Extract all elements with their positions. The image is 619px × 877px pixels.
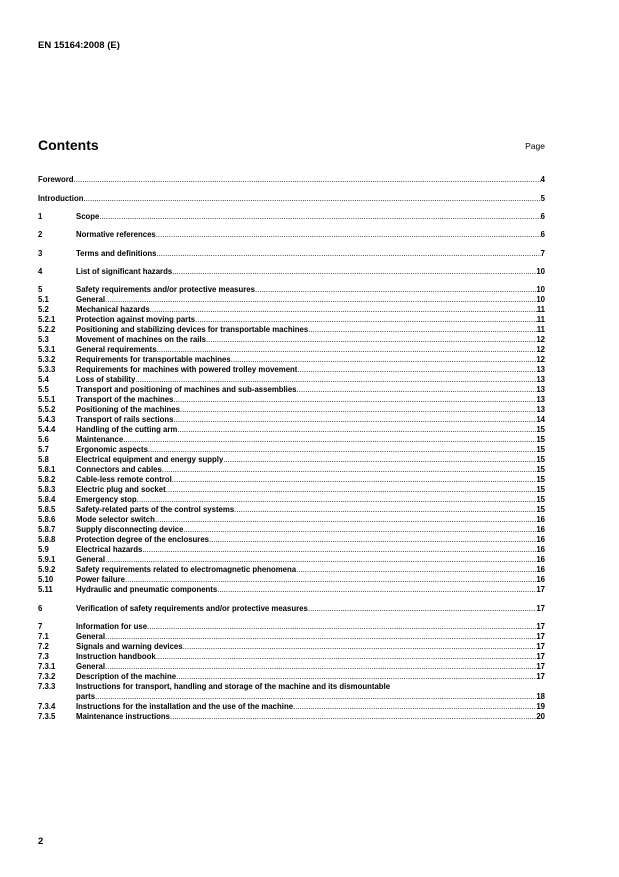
toc-entry[interactable]	[38, 345, 545, 355]
toc-entry[interactable]	[38, 652, 545, 662]
toc-entry-number: 5.8	[38, 455, 49, 464]
toc-entry-number: 5.8.3	[38, 485, 56, 494]
toc-entry-number: 5.5.2	[38, 405, 56, 414]
toc-entry[interactable]	[38, 495, 545, 505]
toc-entry-label: Foreword	[38, 175, 74, 184]
toc-entry[interactable]	[38, 702, 545, 712]
toc-entry-number: 5.7	[38, 445, 49, 454]
dot-leader	[156, 652, 537, 662]
dot-leader	[105, 632, 536, 642]
toc-entry[interactable]	[38, 682, 545, 692]
toc-entry-page: 14	[536, 415, 545, 424]
toc-entry-number: 5.2.2	[38, 325, 56, 334]
toc-entry[interactable]	[38, 325, 545, 335]
toc-entry-page: 4	[540, 175, 545, 184]
dot-leader	[297, 385, 537, 395]
contents-title: Contents	[38, 137, 99, 153]
toc-entry[interactable]	[38, 575, 545, 585]
toc-entry-label: Positioning of the machines	[76, 405, 180, 414]
toc-entry-label: General	[76, 295, 106, 304]
toc-entry[interactable]	[38, 505, 545, 515]
toc-entry-page: 7	[540, 249, 545, 258]
toc-entry-label: Power failure	[76, 575, 125, 584]
toc-entry[interactable]	[38, 375, 545, 385]
toc-entry-number: 5.8.6	[38, 515, 56, 524]
toc-entry[interactable]	[38, 425, 545, 435]
toc-entry-number: 5.9	[38, 545, 49, 554]
toc-entry-label: Connectors and cables	[76, 465, 162, 474]
dot-leader	[142, 545, 536, 555]
dot-leader	[183, 525, 536, 535]
toc-entry-page: 11	[536, 325, 545, 334]
toc-entry-number: 5.10	[38, 575, 54, 584]
toc-entry-label: List of significant hazards	[76, 267, 173, 276]
dot-leader	[150, 305, 537, 315]
toc-entry[interactable]	[38, 672, 545, 682]
toc-entry-label: Handling of the cutting arm	[76, 425, 178, 434]
toc-entry-label: Cable-less remote control	[76, 475, 172, 484]
toc-entry-label: General	[76, 555, 106, 564]
toc-entry-number: 5.8.4	[38, 495, 56, 504]
dot-leader	[209, 535, 536, 545]
toc-entry-label: Electrical hazards	[76, 545, 143, 554]
toc-entry[interactable]	[38, 525, 545, 535]
toc-entry-number: 5.3.1	[38, 345, 56, 354]
dot-leader	[234, 505, 536, 515]
toc-entry-label: Transport and positioning of machines and sub-assemblies	[76, 385, 297, 394]
toc-entry-page: 12	[536, 355, 545, 364]
toc-entry-label: Signals and warning devices	[76, 642, 183, 651]
dot-leader	[180, 405, 536, 415]
toc-entry-label: Safety requirements and/or protective measures	[76, 285, 255, 294]
toc-entry-page: 13	[536, 365, 545, 374]
toc-entry[interactable]	[38, 712, 545, 722]
dot-leader	[195, 315, 537, 325]
toc-entry-label: Description of the machine	[76, 672, 177, 681]
toc-entry-page: 11	[536, 315, 545, 324]
dot-leader	[155, 515, 536, 525]
toc-entry-page: 19	[536, 702, 545, 711]
toc-entry-page: 16	[536, 555, 545, 564]
dot-leader	[148, 445, 536, 455]
toc-entry-number: 6	[38, 604, 43, 613]
toc-entry-page: 15	[536, 495, 545, 504]
dot-leader	[173, 395, 536, 405]
toc-entry-label: Mechanical hazards	[76, 305, 150, 314]
toc-entry-page: 20	[536, 712, 545, 721]
toc-entry-label: Loss of stability	[76, 375, 136, 384]
toc-entry-page: 17	[536, 604, 545, 613]
toc-entry[interactable]	[38, 632, 545, 642]
toc-entry-page: 16	[536, 545, 545, 554]
toc-entry-number: 5.4.3	[38, 415, 56, 424]
dot-leader	[296, 565, 536, 575]
toc-entry-label: Supply disconnecting device	[76, 525, 184, 534]
toc-entry-page: 18	[536, 692, 545, 701]
dot-leader	[174, 415, 537, 425]
toc-entry-page: 5	[540, 194, 545, 203]
toc-entry-number: 5.8.2	[38, 475, 56, 484]
toc-entry-number: 5.3.3	[38, 365, 56, 374]
toc-entry[interactable]	[38, 335, 545, 345]
toc-entry-page: 6	[540, 212, 545, 221]
toc-entry-number: 5.11	[38, 585, 53, 594]
toc-entry[interactable]	[38, 305, 545, 315]
dot-leader	[206, 335, 536, 345]
dot-leader	[255, 285, 536, 295]
toc-entry-number: 5.1	[38, 295, 49, 304]
toc-entry-number: 3	[38, 249, 43, 258]
toc-entry[interactable]	[38, 295, 545, 305]
toc-entry-page: 11	[536, 305, 545, 314]
dot-leader	[172, 475, 537, 485]
toc-entry-label: Transport of the machines	[76, 395, 174, 404]
toc-entry-number: 4	[38, 267, 43, 276]
toc-entry-label: Protection degree of the enclosures	[76, 535, 210, 544]
dot-leader	[172, 267, 536, 277]
toc-entry[interactable]	[38, 475, 545, 485]
toc-entry-number: 5.3	[38, 335, 49, 344]
toc-entry[interactable]	[38, 485, 545, 495]
toc-entry-label: Maintenance	[76, 435, 124, 444]
dot-leader	[95, 692, 536, 702]
toc-entry[interactable]	[38, 355, 545, 365]
toc-entry[interactable]	[38, 435, 545, 445]
toc-entry-page: 10	[536, 295, 545, 304]
toc-entry-label: Requirements for machines with powered trolley movement	[76, 365, 298, 374]
toc-entry-number: 7.3.4	[38, 702, 56, 711]
toc-entry-label: Maintenance instructions	[76, 712, 171, 721]
toc-entry-number: 1	[38, 212, 43, 221]
dot-leader	[217, 585, 536, 595]
toc-entry[interactable]	[38, 455, 545, 465]
toc-entry-page: 16	[536, 525, 545, 534]
toc-entry-page: 16	[536, 535, 545, 544]
toc-entry-number: 7.1	[38, 632, 49, 641]
toc-entry-number: 5.5	[38, 385, 49, 394]
toc-entry-label: Transport of rails sections	[76, 415, 174, 424]
toc-entry-label: Emergency stop	[76, 495, 137, 504]
dot-leader	[162, 465, 537, 475]
dot-leader	[105, 295, 536, 305]
toc-entry-label: Terms and definitions	[76, 249, 157, 258]
toc-entry[interactable]	[38, 365, 545, 375]
toc-entry-page: 13	[536, 385, 545, 394]
dot-leader	[308, 325, 537, 335]
toc-entry-page: 17	[536, 662, 545, 671]
toc-entry-number: 5	[38, 285, 43, 294]
toc-entry[interactable]	[38, 267, 545, 277]
toc-entry-number: 7.3.5	[38, 712, 56, 721]
toc-entry-page: 13	[536, 395, 545, 404]
toc-entry-number: 7.3	[38, 652, 49, 661]
toc-entry[interactable]	[38, 465, 545, 475]
toc-entry-page: 12	[536, 335, 545, 344]
dot-leader	[297, 365, 536, 375]
toc-entry-page: 17	[536, 622, 545, 631]
toc-entry-number: 7.3.1	[38, 662, 56, 671]
toc-entry-page: 15	[536, 435, 545, 444]
toc-entry-page: 15	[536, 425, 545, 434]
toc-entry-page: 17	[536, 585, 545, 594]
toc-entry-page: 15	[536, 505, 545, 514]
toc-entry-label: General	[76, 662, 106, 671]
dot-leader	[137, 495, 537, 505]
toc-entry-number: 5.3.2	[38, 355, 56, 364]
toc-entry-continuation[interactable]	[38, 692, 545, 702]
dot-leader	[156, 230, 541, 240]
toc-entry-number: 5.8.7	[38, 525, 56, 534]
toc-entry-number: 5.5.1	[38, 395, 56, 404]
toc-entry[interactable]	[38, 249, 545, 259]
toc-entry-label: Electrical equipment and energy supply	[76, 455, 224, 464]
dot-leader	[177, 425, 536, 435]
toc-entry-number: 7.2	[38, 642, 49, 651]
toc-entry-page: 16	[536, 565, 545, 574]
toc-entry-introduction[interactable]	[38, 194, 545, 204]
toc-entry-label: Verification of safety requirements and/or protective measures	[76, 604, 308, 613]
toc-entry-label: General	[76, 632, 106, 641]
toc-entry-label: Electric plug and socket	[76, 485, 166, 494]
toc-entry[interactable]	[38, 405, 545, 415]
toc-entry-number: 2	[38, 230, 43, 239]
toc-entry-page: 17	[536, 672, 545, 681]
dot-leader	[170, 712, 536, 722]
toc-entry-label: Introduction	[38, 194, 84, 203]
dot-leader	[105, 555, 536, 565]
toc-entry-label: Instruction handbook	[76, 652, 156, 661]
toc-entry-page: 16	[536, 575, 545, 584]
dot-leader	[156, 249, 540, 259]
toc-entry-number: 5.4.4	[38, 425, 56, 434]
toc-entry-number: 7.3.2	[38, 672, 56, 681]
toc-entry[interactable]	[38, 212, 545, 222]
toc-entry-number: 5.8.1	[38, 465, 56, 474]
toc-entry-label: Scope	[76, 212, 100, 221]
toc-entry[interactable]	[38, 555, 545, 565]
dot-leader	[99, 212, 540, 222]
toc-entry-page: 12	[536, 345, 545, 354]
toc-entry-label: Hydraulic and pneumatic components	[76, 585, 218, 594]
dot-leader	[308, 604, 536, 614]
toc-entry-page: 15	[536, 465, 545, 474]
toc-entry-number: 5.6	[38, 435, 49, 444]
dot-leader	[147, 622, 536, 632]
toc-entry-page: 10	[536, 285, 545, 294]
toc-entry[interactable]	[38, 622, 545, 632]
dot-leader	[105, 662, 536, 672]
toc-entry-number: 5.8.5	[38, 505, 56, 514]
toc-entry[interactable]	[38, 230, 545, 240]
toc-entry[interactable]	[38, 604, 545, 614]
page-column-label: Page	[525, 141, 545, 151]
toc-entry[interactable]	[38, 415, 545, 425]
toc-entry-page: 17	[536, 632, 545, 641]
dot-leader	[157, 345, 537, 355]
toc-entry-label: Mode selector switch	[76, 515, 155, 524]
toc-entry-page: 17	[536, 642, 545, 651]
dot-leader	[166, 485, 537, 495]
dot-leader	[123, 435, 536, 445]
toc-entry-label: Protection against moving parts	[76, 315, 196, 324]
toc-entry[interactable]	[38, 535, 545, 545]
toc-entry[interactable]	[38, 385, 545, 395]
toc-entry[interactable]	[38, 585, 545, 595]
toc-entry[interactable]	[38, 445, 545, 455]
toc-entry-label: Normative references	[76, 230, 156, 239]
toc-entry-number: 5.9.1	[38, 555, 56, 564]
toc-entry-label: Information for use	[76, 622, 148, 631]
dot-leader	[231, 355, 537, 365]
toc-entry-number: 7.3.3	[38, 682, 56, 691]
toc-entry[interactable]	[38, 662, 545, 672]
dot-leader	[176, 672, 536, 682]
toc-entry-label: Safety-related parts of the control systems	[76, 505, 235, 514]
toc-entry[interactable]	[38, 545, 545, 555]
toc-entry-page: 16	[536, 515, 545, 524]
toc-entry[interactable]	[38, 565, 545, 575]
toc-entry-page: 15	[536, 455, 545, 464]
toc-entry-label: Movement of machines on the rails	[76, 335, 206, 344]
dot-leader	[183, 642, 537, 652]
toc-entry-number: 5.4	[38, 375, 49, 384]
toc-entry[interactable]	[38, 315, 545, 325]
toc-entry-page: 13	[536, 375, 545, 384]
toc-entry-page: 6	[540, 230, 545, 239]
toc-entry[interactable]	[38, 642, 545, 652]
toc-entry-label: Instructions for the installation and the use of the machine	[76, 702, 294, 711]
toc-entry-label: Requirements for transportable machines	[76, 355, 231, 364]
toc-entry-page: 10	[536, 267, 545, 276]
toc-entry-label: Positioning and stabilizing devices for transportable machines	[76, 325, 309, 334]
dot-leader	[83, 194, 540, 204]
toc-entry-number: 5.2.1	[38, 315, 56, 324]
toc-entry-label: Instructions for transport, handling and storage of the machine and its dismountable	[76, 682, 391, 691]
dot-leader	[223, 455, 536, 465]
toc-entry-foreword[interactable]	[38, 175, 545, 185]
toc-entry-page: 13	[536, 405, 545, 414]
toc-entry-number: 5.2	[38, 305, 49, 314]
toc-entry[interactable]	[38, 395, 545, 405]
toc-entry-number: 7	[38, 622, 43, 631]
toc-entry-page: 17	[536, 652, 545, 661]
dot-leader	[293, 702, 536, 712]
page-number: 2	[38, 836, 44, 847]
toc-entry-label: parts	[76, 692, 96, 701]
dot-leader	[135, 375, 536, 385]
toc-entry-label: Ergonomic aspects	[76, 445, 148, 454]
toc-entry-page: 15	[536, 445, 545, 454]
toc-entry[interactable]	[38, 515, 545, 525]
toc-entry-number: 5.8.8	[38, 535, 56, 544]
document-id: EN 15164:2008 (E)	[38, 40, 120, 51]
toc-entry[interactable]	[38, 285, 545, 295]
dot-leader	[74, 175, 541, 185]
toc-entry-label: General requirements	[76, 345, 157, 354]
toc-entry-page: 15	[536, 475, 545, 484]
toc-entry-label: Safety requirements related to electromagnetic phenomena	[76, 565, 297, 574]
toc-entry-page: 15	[536, 485, 545, 494]
dot-leader	[125, 575, 536, 585]
toc-entry-number: 5.9.2	[38, 565, 56, 574]
